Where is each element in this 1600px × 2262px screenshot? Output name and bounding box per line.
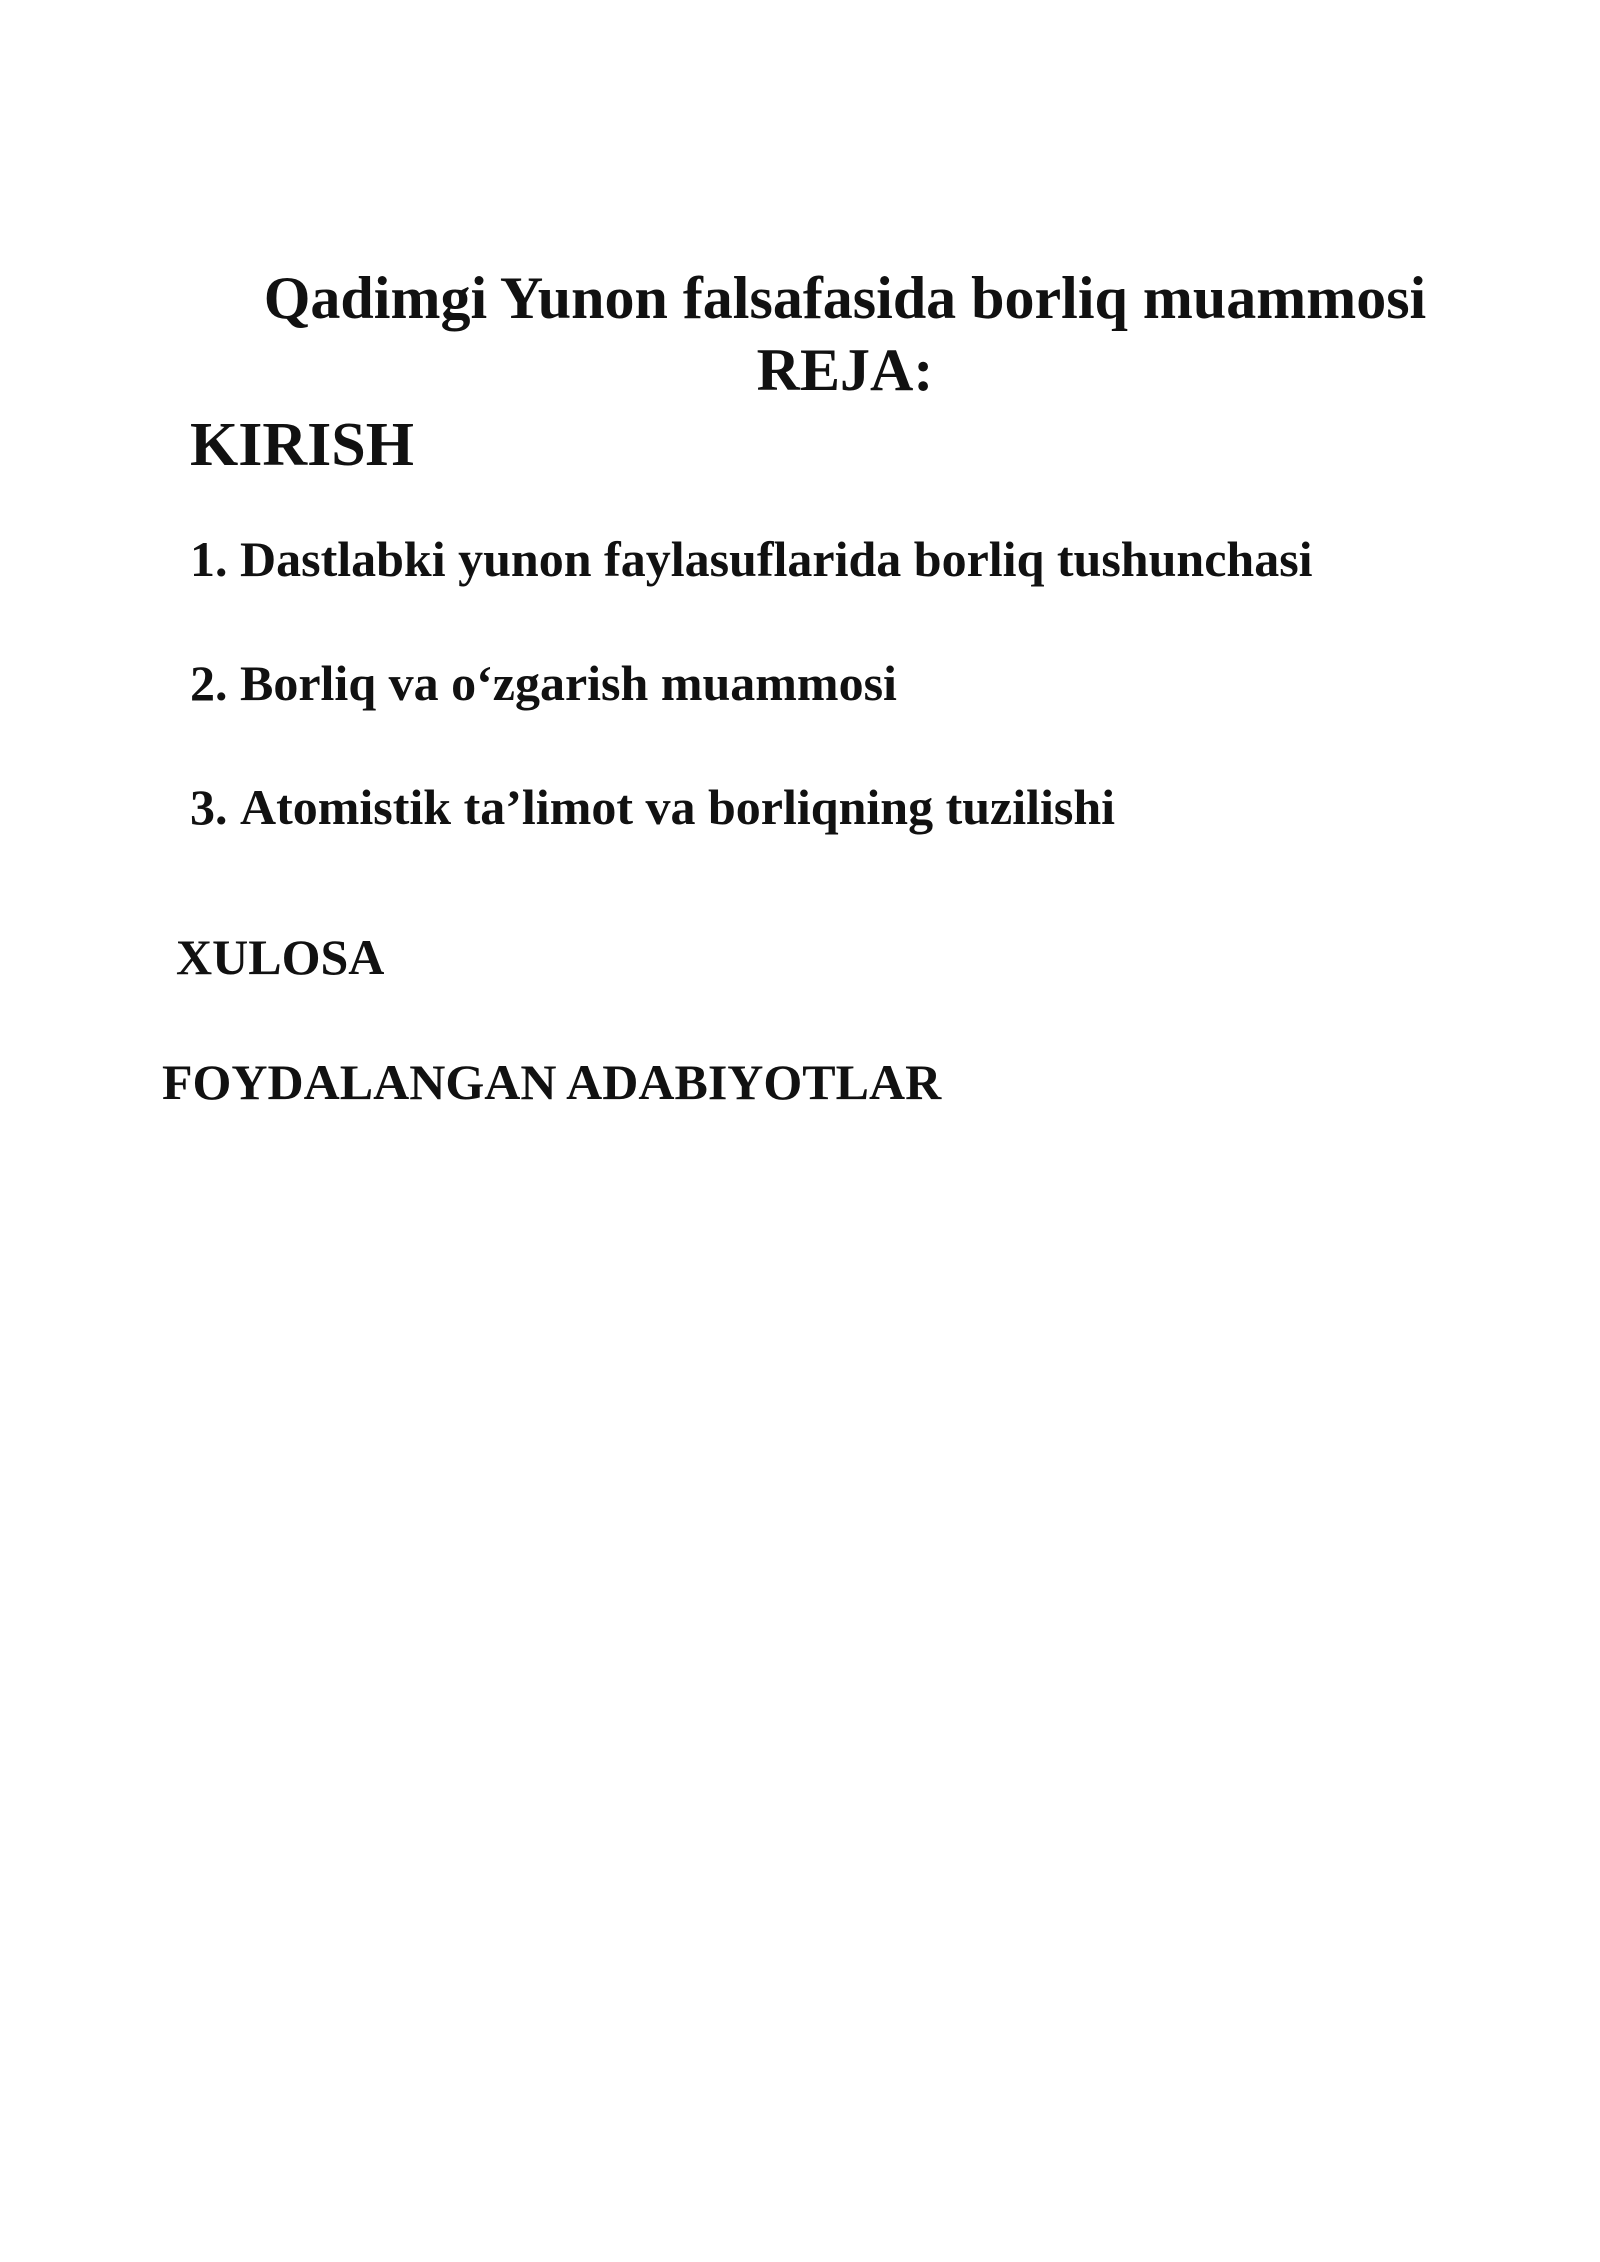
plan-item-text: Borliq va o‘zgarish muammosi xyxy=(240,655,897,711)
references-heading: FOYDALANGAN ADABIYOTLAR xyxy=(162,1054,942,1110)
plan-item-text: Atomistik ta’limot va borliqning tuzilishi xyxy=(240,779,1116,835)
plan-heading: REJA: xyxy=(756,337,934,403)
conclusion-heading: XULOSA xyxy=(176,929,385,985)
plan-item-text: Dastlabki yunon faylasuflarida borliq tushunchasi xyxy=(240,531,1313,587)
plan-item-2 xyxy=(190,652,1313,714)
plan-item-number: 1. xyxy=(190,531,228,587)
document-title: Qadimgi Yunon falsafasida borliq muammosi xyxy=(263,265,1427,331)
plan-item-number: 3. xyxy=(190,779,228,835)
intro-heading: KIRISH xyxy=(190,411,414,479)
plan-item-number: 2. xyxy=(190,655,228,711)
plan-list xyxy=(190,528,1313,900)
plan-item-1 xyxy=(190,528,1313,590)
plan-item-3 xyxy=(190,776,1313,838)
